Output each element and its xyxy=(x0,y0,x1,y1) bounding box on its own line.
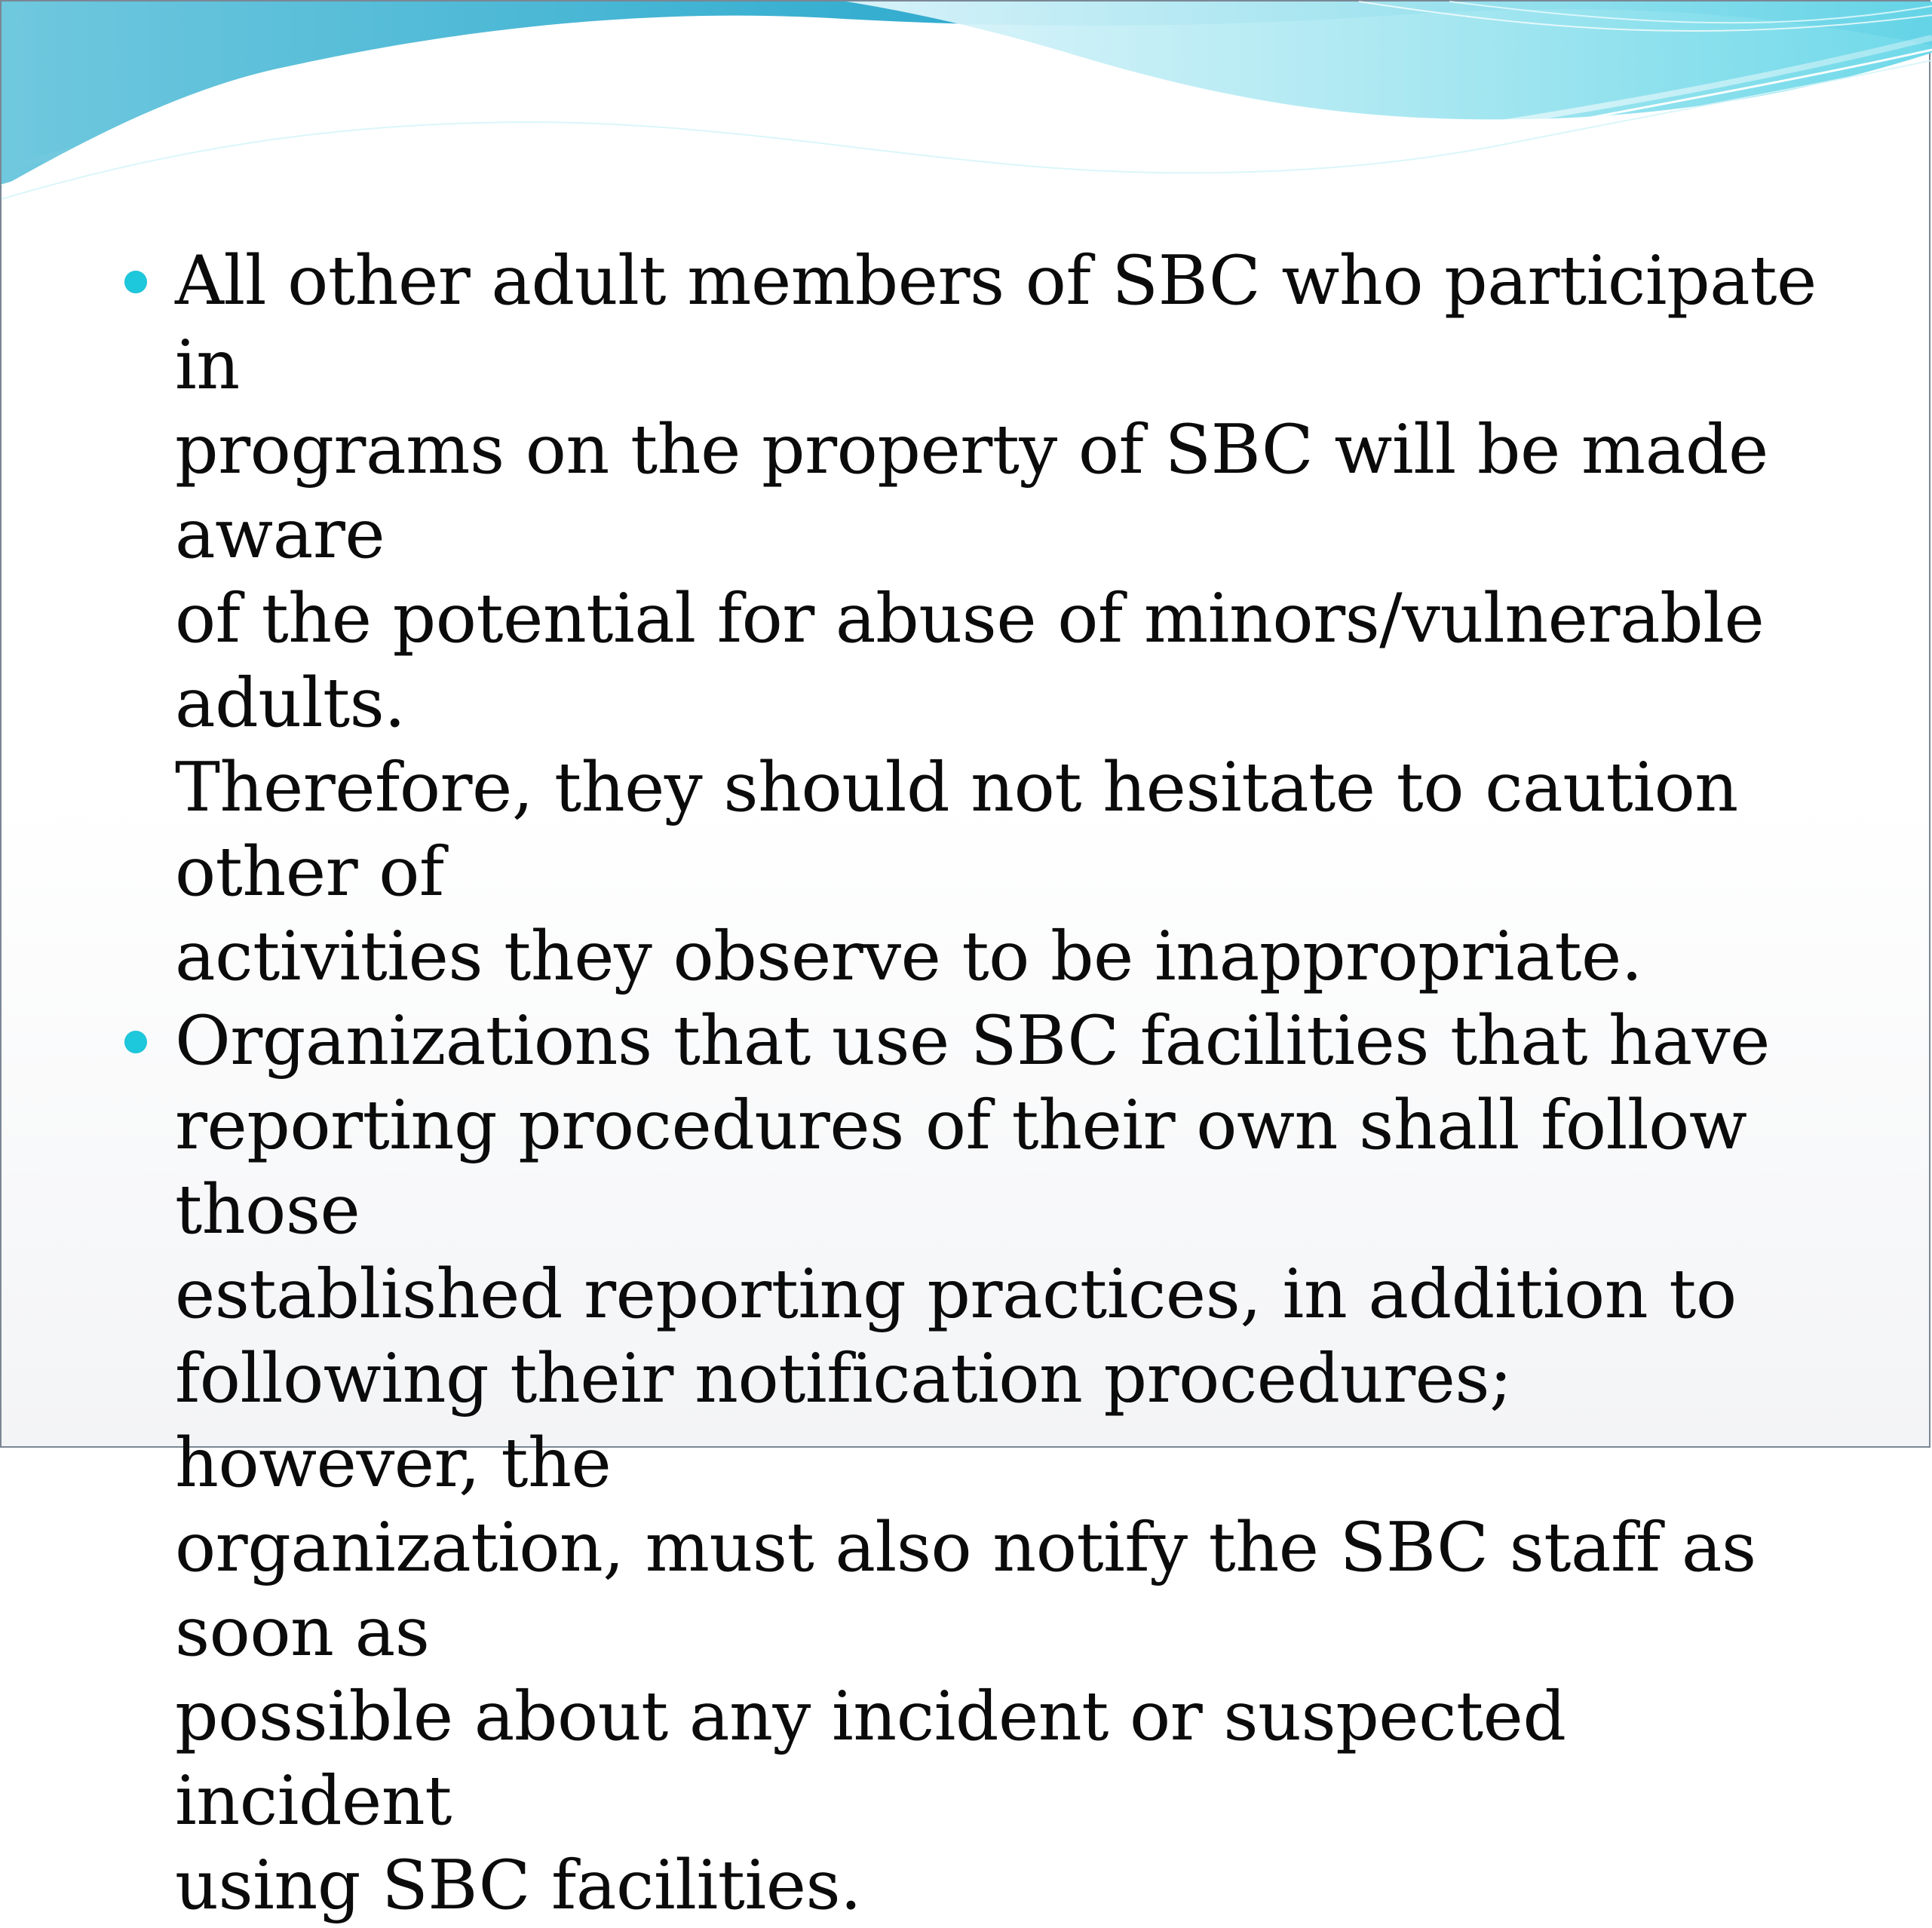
bullet-dot-icon xyxy=(124,1031,147,1053)
bullet-text-1: All other adult members of SBC who participate in programs on the property of SBC will be made aware of the potential for abuse of minors/vulnerable adults. Therefore, they should not hesitate to caution other of activities they observe to be inappropriate. xyxy=(175,241,1817,996)
wave-shape-secondary xyxy=(846,2,1932,119)
slide-content xyxy=(122,239,1826,1928)
bullet-dot-icon xyxy=(124,271,147,293)
wave-banner xyxy=(2,2,1932,228)
bullet-text-2: Organizations that use SBC facilities that have reporting procedures of their own shall follow those established reporting practices, in addition to following their notification procedures; however, the organization, must also notify the SBC staff as soon as possible about any incident or suspected incident using SBC facilities. xyxy=(175,1001,1770,1925)
bullet-item-2 xyxy=(122,999,1826,1928)
bullet-item-1 xyxy=(122,239,1826,999)
bullet-list xyxy=(122,239,1826,1928)
